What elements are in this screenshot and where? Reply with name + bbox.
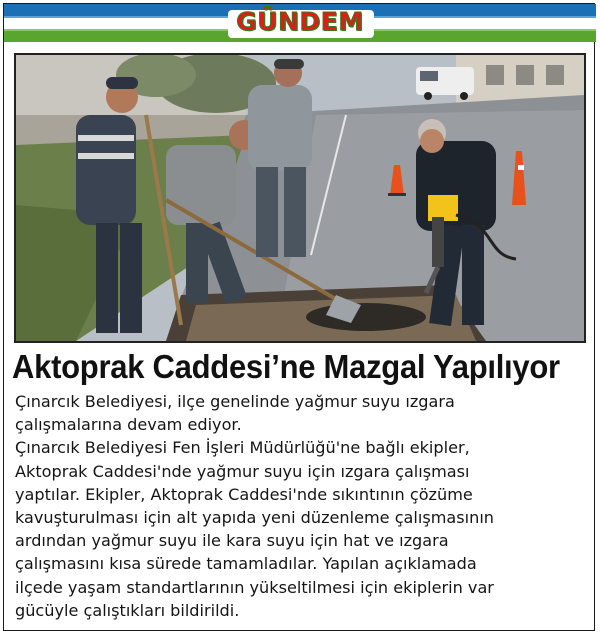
body-line: gücüyle çalıştıkları bildirildi. <box>15 600 240 620</box>
body-line: ardından yağmur suyu ile kara suyu için hat ve ızgara <box>15 531 449 551</box>
article-body <box>15 390 590 622</box>
body-line: Çınarcık Belediyesi Fen İşleri Müdürlüğü'ne bağlı ekipler, <box>15 438 470 458</box>
section-title: GÜNDEM <box>236 7 364 36</box>
body-line: Çınarcık Belediyesi, ilçe genelinde yağmur suyu ızgara <box>15 392 455 411</box>
section-header <box>4 4 596 42</box>
body-line: ilçede yaşam standartlarının yükseltilmesi için ekiplerin var <box>15 577 494 597</box>
article-photo <box>14 53 586 343</box>
article-paragraph <box>15 436 590 622</box>
article-headline: Aktoprak Caddesi’ne Mazgal Yapılıyor <box>12 348 560 385</box>
body-line: kavuşturulması için alt yapıda yeni düzenleme çalışmasının <box>15 508 495 528</box>
article-paragraph <box>15 390 590 436</box>
body-line: Aktoprak Caddesi'nde yağmur suyu için ızgara çalışması <box>15 461 470 481</box>
body-line: çalışmalarına devam ediyor. <box>15 415 242 435</box>
body-line: yaptılar. Ekipler, Aktoprak Caddesi'nde sıkıntının çözüme <box>15 484 473 504</box>
body-line: çalışmasını kısa sürede tamamladılar. Yapılan açıklamada <box>15 554 477 574</box>
photo-illustration <box>16 55 584 341</box>
